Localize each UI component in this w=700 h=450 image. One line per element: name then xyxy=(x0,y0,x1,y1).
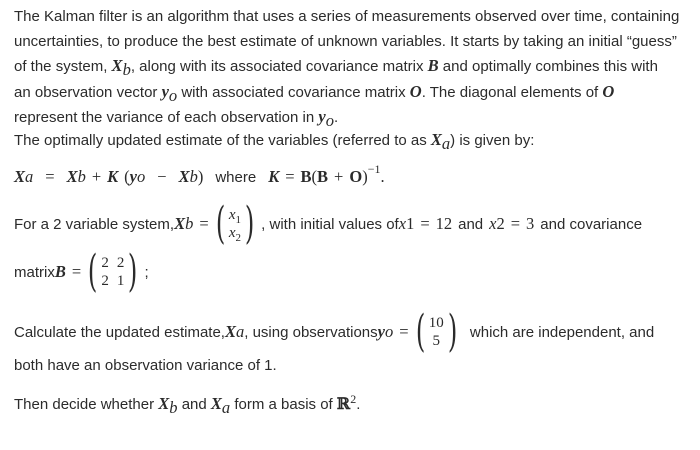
real-numbers-symbol: ℝ xyxy=(336,394,351,413)
symbol-b: B xyxy=(427,56,439,75)
update-lead: The optimally updated estimate of the variables (referred to as $X_a$) is given by: xyxy=(14,130,535,153)
kalman-equation: X a = X b + K ( y o − X b ) where K = B ( B + O ) $^{-1}$ . xyxy=(14,162,385,186)
symbol-o: O xyxy=(409,81,422,101)
intro-line-5: represent the variance of each observation in $y_o$. xyxy=(14,107,339,130)
observation-vector: ( 10 5 ) xyxy=(415,306,458,357)
x2-value: 3 xyxy=(526,214,535,233)
system-line: For a 2 variable system, X b = ( $x_1$ $x_2$ ) , with initial values of x 1 = 12 and x 2 = 3 and covariance xyxy=(14,198,643,249)
basis-question: Then decide whether $X_b$ and $X_a$ form a basis of ℝ$^2$. xyxy=(14,392,361,417)
intro-line-4: an observation vector $y_o$ with associated covariance matrix O. The diagonal elements of O xyxy=(14,81,615,105)
intro-line-1: The Kalman filter is an algorithm that uses a series of measurements observed over time, containing xyxy=(14,8,680,25)
intro-line-3: of the system, $X_b$, along with its associated covariance matrix B and optimally combines this with xyxy=(14,56,658,79)
where-label: where xyxy=(215,168,257,186)
state-vector: ( $x_1$ $x_2$ ) xyxy=(215,198,255,249)
symbol-y: y xyxy=(318,107,326,126)
matrix-line: matrix B = ( 2 2 2 1 ) ; xyxy=(14,246,149,297)
symbol-y: y xyxy=(161,81,169,101)
covariance-matrix-b: ( 2 2 2 1 ) xyxy=(88,246,138,297)
variance-line: both have an observation variance of 1. xyxy=(14,357,277,374)
intro-paragraph xyxy=(14,5,688,131)
intro-line-2: uncertainties, to produce the best estimate of unknown variables. It starts by taking an initial “guess” xyxy=(14,32,677,50)
calculate-line: Calculate the updated estimate, X a , using observations y o = ( 10 5 ) which are independent, and xyxy=(14,306,655,357)
symbol-o: O xyxy=(602,81,615,101)
x1-value: 12 xyxy=(435,214,453,233)
symbol-x: X xyxy=(111,56,123,75)
